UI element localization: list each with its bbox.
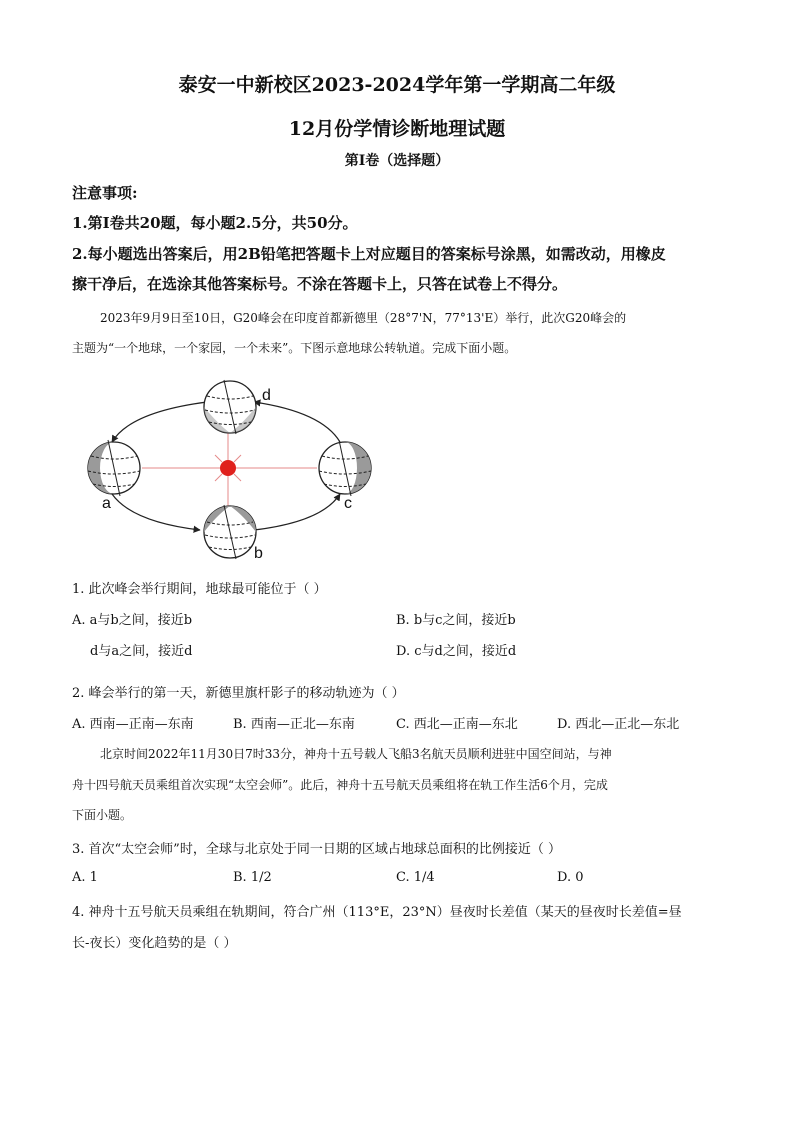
label-d: d (262, 387, 271, 404)
q1-option-c: d与a之间，接近d (90, 644, 193, 659)
q3-option-d: D. 0 (557, 870, 584, 885)
earth-c (319, 440, 371, 496)
notes-heading: 注意事项: (72, 184, 138, 202)
q3-option-c: C. 1/4 (396, 870, 435, 885)
q2-option-d: D. 西北—正北—东北 (557, 717, 680, 732)
exam-title-line1: 泰安一中新校区2023-2024学年第一学期高二年级 (178, 74, 616, 96)
sun (220, 460, 236, 476)
q2-stem: 2. 峰会举行的第一天，新德里旗杆影子的移动轨迹为（ ） (72, 686, 405, 701)
q1-option-d: D. c与d之间，接近d (396, 644, 517, 659)
notes-item-1: 1.第Ⅰ卷共20题，每小题2.5分，共50分。 (72, 214, 358, 232)
section-heading: 第Ⅰ卷（选择题） (344, 153, 450, 169)
q4-stem-line1: 4. 神舟十五号航天员乘组在轨期间，符合广州（113°E，23°N）昼夜时长差值（某天的昼夜时长差值=昼 (72, 905, 682, 920)
q3-option-a: A. 1 (72, 870, 98, 885)
passage2-line2: 舟十四号航天员乘组首次实现“太空会师”。此后，神舟十五号航天员乘组将在轨工作生活6个月，完成 (72, 778, 608, 792)
earth-a (88, 440, 140, 496)
orbit-svg (72, 372, 382, 572)
earth-b (204, 505, 256, 559)
q1-option-a: A. a与b之间，接近b (72, 613, 193, 628)
earth-orbit-diagram (72, 372, 382, 572)
passage2-line3: 下面小题。 (72, 808, 133, 822)
q1-option-b: B. b与c之间，接近b (396, 613, 516, 628)
orbit-arc-d-to-a (112, 402, 207, 442)
notes-item-2-line1: 2.每小题选出答案后，用2B铅笔把答题卡上对应题目的答案标号涂黑，如需改动，用橡皮 (72, 245, 666, 263)
orbit-arc-b-to-c (254, 494, 340, 530)
orbit-arc-a-to-b (112, 494, 200, 530)
q2-option-b: B. 西南—正北—东南 (233, 717, 355, 732)
label-c: c (344, 495, 352, 512)
q1-stem: 1. 此次峰会举行期间，地球最可能位于（ ） (72, 582, 327, 597)
notes-item-2-line2: 擦干净后，在选涂其他答案标号。不涂在答题卡上，只答在试卷上不得分。 (72, 275, 568, 293)
q3-option-b: B. 1/2 (233, 870, 272, 885)
label-a: a (102, 495, 111, 512)
q2-option-c: C. 西北—正南—东北 (396, 717, 518, 732)
q3-stem: 3. 首次“太空会师”时，全球与北京处于同一日期的区域占地球总面积的比例接近（ ） (72, 842, 561, 857)
q4-stem-line2: 长-夜长）变化趋势的是（ ） (72, 936, 237, 951)
q2-option-a: A. 西南—正南—东南 (72, 717, 194, 732)
passage1-line2: 主题为“一个地球，一个家园，一个未来”。下图示意地球公转轨道。完成下面小题。 (72, 341, 517, 355)
orbit-arc-c-to-d (254, 402, 340, 442)
earth-d (204, 380, 256, 434)
exam-title-line2: 12月份学情诊断地理试题 (288, 118, 506, 140)
passage1-line1: 2023年9月9日至10日，G20峰会在印度首都新德里（28°7'N，77°13'E）举行，此次G20峰会的 (100, 311, 627, 325)
passage2-line1: 北京时间2022年11月30日7时33分，神舟十五号载人飞船3名航天员顺利进驻中国空间站，与神 (100, 747, 612, 761)
label-b: b (254, 545, 263, 562)
